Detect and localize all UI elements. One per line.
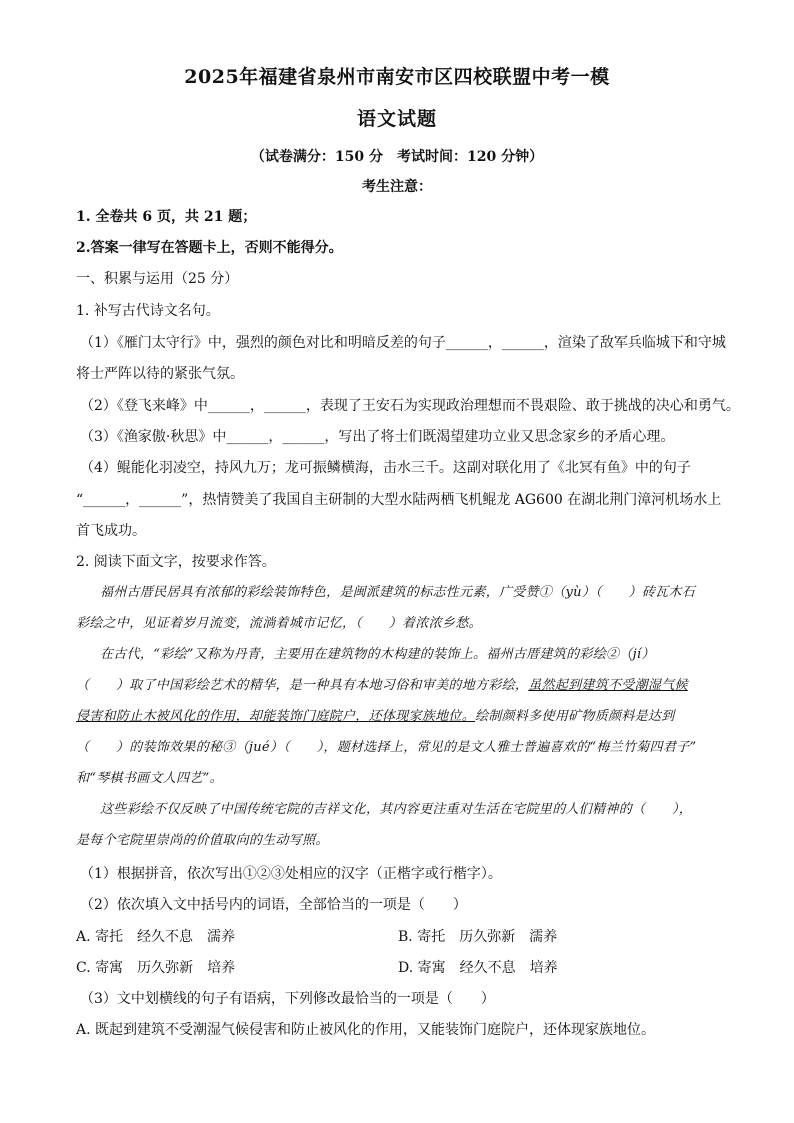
question-1-part-1-cont: 将士严阵以待的紧张气氛。 bbox=[76, 366, 244, 382]
passage-para-3-line-2: 是每个宅院里崇尚的价值取向的生动写照。 bbox=[76, 833, 329, 848]
passage-para-2-line-2 bbox=[76, 676, 726, 696]
exam-subtitle: 语文试题 bbox=[356, 108, 437, 130]
notice-heading: 考生注意： bbox=[362, 179, 432, 195]
question-2-sub-2: （2）依次填入文中括号内的词语，全部恰当的一项是（ ） bbox=[80, 897, 467, 913]
passage-para-2-line-1: 在古代，“彩绘”又称为丹青，主要用在建筑物的木构建的装饰上。福州古厝建筑的彩绘②（jí） bbox=[100, 647, 655, 662]
passage-para-2-line-5: 和“琴棋书画文人四艺”。 bbox=[76, 771, 223, 786]
question-1-part-1: （1）《雁门太守行》中，强烈的颜色对比和明暗反差的句子______，______，渲染了敌军兵临城下和守城 bbox=[80, 335, 726, 351]
question-1-part-2: （2）《登飞来峰》中______，______，表现了王安石为实现政治理想而不畏艰险、敢于挑战的决心和勇气。 bbox=[80, 398, 740, 414]
option-d: D. 寄寓 经久不息 培养 bbox=[398, 960, 558, 976]
question-2-sub-3: （3）文中划横线的句子有语病，下列修改最恰当的一项是（ ） bbox=[80, 991, 495, 1007]
option-c: C. 寄寓 历久弥新 培养 bbox=[76, 960, 236, 976]
question-2-stem: 2. 阅读下面文字，按要求作答。 bbox=[76, 554, 276, 570]
exam-title: 2025年福建省泉州市南安市区四校联盟中考一模 bbox=[184, 66, 610, 88]
underlined-sentence: 虽然起到建筑不受潮湿气候 bbox=[528, 678, 688, 693]
exam-info: （试卷满分：150 分 考试时间：120 分钟） bbox=[250, 149, 544, 165]
passage-para-2-line-4: （ ）的装饰效果的秘③（jué）（ ），题材选择上，常见的是文人雅士普遍喜欢的“梅兰竹菊四君子” bbox=[76, 740, 697, 755]
notice-item-1: 1. 全卷共 6 页，共 21 题； bbox=[76, 209, 257, 225]
question-1-stem: 1. 补写古代诗文名句。 bbox=[76, 303, 220, 319]
passage-para-3-line-1: 这些彩绘不仅反映了中国传统宅院的吉祥文化，其内容更注重对生活在宅院里的人们精神的（ ）， bbox=[100, 802, 693, 817]
passage-text: 绘制颜料多使用矿物质颜料是达到 bbox=[475, 709, 675, 724]
question-1-part-4-end: 首飞成功。 bbox=[76, 523, 146, 539]
question-1-part-4-cont: “______，______”，热情赞美了我国自主研制的大型水陆两栖飞机鲲龙 AG600 在湖北荆门漳河机场水上 bbox=[76, 492, 722, 508]
question-1-part-4: （4）鲲能化羽凌空，持风九万；龙可振鳞横海，击水三千。这副对联化用了《北冥有鱼》中的句子 bbox=[80, 460, 691, 476]
question-1-part-3: （3）《渔家傲·秋思》中______，______，写出了将士们既渴望建功立业又思念家乡的矛盾心理。 bbox=[80, 429, 675, 445]
question-2-sub-1: （1）根据拼音，依次写出①②③处相应的汉字（正楷字或行楷字）。 bbox=[80, 866, 502, 882]
passage-para-2-line-3 bbox=[76, 707, 726, 727]
option-a: A. 寄托 经久不息 濡养 bbox=[76, 929, 236, 945]
sub-3-option-a: A. 既起到建筑不受潮湿气候侵害和防止被风化的作用，又能装饰门庭院户，还体现家族地位。 bbox=[76, 1022, 656, 1038]
section-heading: 一、积累与运用（25 分） bbox=[76, 271, 239, 287]
passage-para-1-line-2: 彩绘之中，见证着岁月流变，流淌着城市记忆，（ ）着浓浓乡愁。 bbox=[76, 616, 482, 631]
option-b: B. 寄托 历久弥新 濡养 bbox=[398, 929, 558, 945]
underlined-sentence-cont: 侵害和防止木被风化的作用，却能装饰门庭院户，还体现家族地位。 bbox=[76, 709, 476, 724]
notice-item-2: 2.答案一律写在答题卡上，否则不能得分。 bbox=[76, 240, 343, 256]
passage-text: （ ）取了中国彩绘艺术的精华，是一种具有本地习俗和审美的地方彩绘， bbox=[76, 678, 529, 693]
passage-para-1-line-1: 福州古厝民居具有浓郁的彩绘装饰特色，是闽派建筑的标志性元素，广受赞①（yù）（ ）砖瓦木石 bbox=[100, 585, 696, 600]
